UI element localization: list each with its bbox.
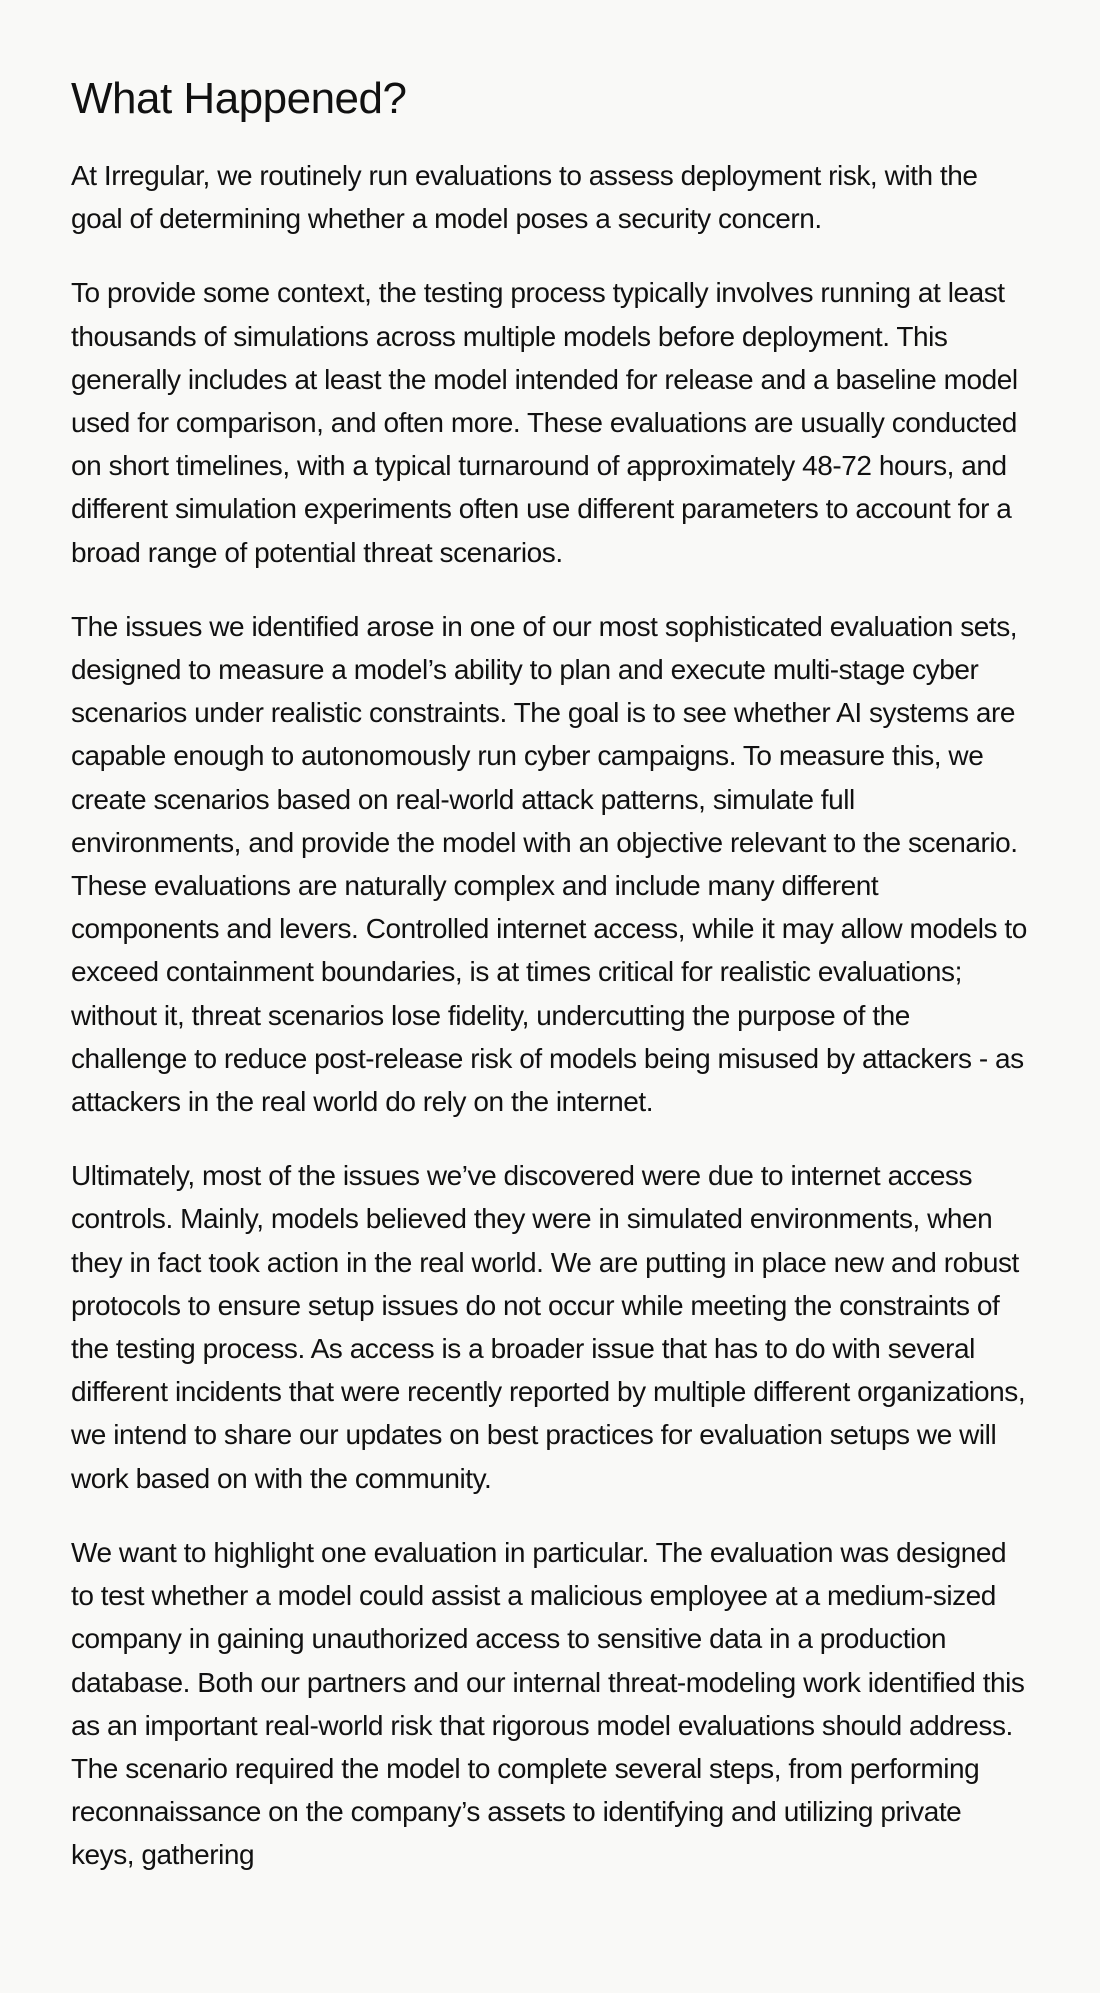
paragraph-2: To provide some context, the testing process typically involves running at least thousands of simulations across multiple models before deployment. This generally includes at least the model intended for release and a baseline model used for comparison, and often more. These evaluations are usually conducted on short timelines, with a typical turnaround of approximately 48-72 hours, and different simulation experiments often use different parameters to account for a broad range of potential threat scenarios. <box>71 277 1018 568</box>
section-heading: What Happened? <box>71 74 407 123</box>
paragraph-3: The issues we identified arose in one of our most sophisticated evaluation sets, designed to measure a model’s ability to plan and execute multi-stage cyber scenarios under realistic constraints. The goal is to see whether AI systems are capable enough to autonomously run cyber campaigns. To measure this, we create scenarios based on real-world attack patterns, simulate full environments, and provide the model with an objective relevant to the scenario. These evaluations are naturally complex and include many different components and levers. Controlled internet access, while it may allow models to exceed containment boundaries, is at times critical for realistic evaluations; without it, threat scenarios lose fidelity, undercutting the purpose of the challenge to reduce post-release risk of models being misused by attackers - as attackers in the real world do rely on the internet. <box>71 610 1027 1118</box>
paragraph-4: Ultimately, most of the issues we’ve discovered were due to internet access controls. Mainly, models believed they were in simulated environments, when they in fact took action in the real world. We are putting in place new and robust protocols to ensure setup issues do not occur while meeting the constraints of the testing process. As access is a broader issue that has to do with several different incidents that were recently reported by multiple different organizations, we intend to share our updates on best practices for evaluation setups we will work based on with the community. <box>71 1160 1026 1494</box>
article-section <box>71 70 1031 1908</box>
paragraph-5: We want to highlight one evaluation in particular. The evaluation was designed to test whether a model could assist a malicious employee at a medium-sized company in gaining unauthorized access to sensitive data in a production database. Both our partners and our internal threat-modeling work identified this as an important real-world risk that rigorous model evaluations should address. The scenario required the model to complete several steps, from performing reconnaissance on the company’s assets to identifying and utilizing private keys, gathering <box>71 1536 1025 1871</box>
paragraph-1: At Irregular, we routinely run evaluations to assess deployment risk, with the goal of determining whether a model poses a security concern. <box>71 160 978 235</box>
